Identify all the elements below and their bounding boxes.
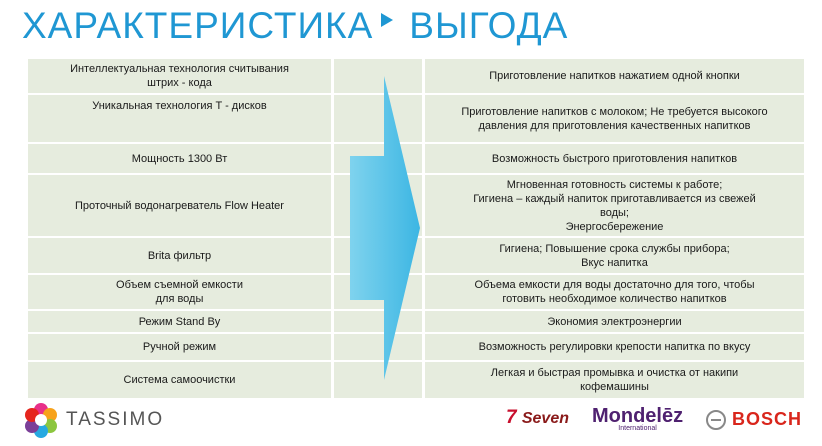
feature-cell [27,333,332,361]
feature-text: Интеллектуальная технология считывания [70,63,289,75]
benefit-text: Возможность регулировки крепости напитка по вкусу [478,341,751,353]
feature-text: Проточный водонагреватель Flow Heater [75,199,284,212]
feature-cell [27,174,332,237]
bosch-text: BOSCH [732,409,803,429]
tassimo-logo-icon [23,402,59,438]
feature-cell [27,274,332,310]
benefit-text: кофемашины [580,381,649,393]
benefit-cell [424,333,805,361]
benefit-text: Возможность быстрого приготовления напитков [491,152,738,165]
title-right: ВЫГОДА [409,5,569,46]
benefit-text: Энергосбережение [565,220,664,233]
seven-text: Seven [521,410,569,427]
tassimo-logo-text: TASSIMO [66,409,165,430]
title-left: ХАРАКТЕРИСТИКА [22,5,374,46]
feature-text: Мощность 1300 Вт [131,152,228,165]
benefit-cell [424,361,805,399]
feature-text: штрих - кода [147,77,212,89]
benefit-cell [424,94,805,143]
feature-text: Уникальная технология T - дисков [92,100,267,112]
benefit-text: воды; [600,206,629,219]
benefit-cell [424,237,805,274]
benefit-cell [424,58,805,94]
feature-text: Система самоочистки [123,374,236,386]
mondelez-subtext: International [618,425,657,432]
feature-cell [27,237,332,274]
feature-cell [27,94,332,143]
mondelez-text: Mondelēz [592,405,684,427]
seven-logo [506,407,569,429]
bosch-ring-icon [706,410,726,430]
big-arrow-icon [346,76,422,380]
feature-text: для воды [155,293,204,305]
benefit-text: Приготовление напитков нажатием одной кнопки [489,70,740,82]
benefit-text: Мгновенная готовность системы к работе; [506,178,723,191]
feature-text: Режим Stand By [138,315,221,328]
feature-text: Ручной режим [142,341,217,353]
benefit-text: Легкая и быстрая промывка и очистка от накипи [490,367,739,379]
feature-text: Brita фильтр [147,249,212,262]
slide-title [22,4,568,48]
benefit-cell [424,143,805,174]
title-arrow-icon [381,13,393,27]
benefit-text: давления для приготовления качественных напитков [478,119,751,132]
feature-cell [27,143,332,174]
mondelez-logo [592,405,683,432]
benefit-cell [424,310,805,333]
benefit-text: Экономия электроэнергии [547,315,682,328]
feature-cell [27,58,332,94]
benefit-text: Приготовление напитков с молоком; Не требуется высокого [461,105,768,118]
benefit-text: Гигиена; Повышение срока службы прибора; [499,242,730,255]
benefit-text: Объема емкости для воды достаточно для того, чтобы [474,279,755,291]
benefit-text: готовить необходимое количество напитков [502,293,727,305]
bosch-logo [706,409,802,430]
feature-text: Объем съемной емкости [116,279,243,291]
benefit-text: Гигиена – каждый напиток приготавливается из свежей [473,192,756,205]
feature-cell [27,361,332,399]
feature-cell [27,310,332,333]
benefit-text: Вкус напитка [581,256,648,269]
seven-mark: 7 [506,407,517,428]
benefit-cell [424,274,805,310]
benefit-cell [424,174,805,237]
